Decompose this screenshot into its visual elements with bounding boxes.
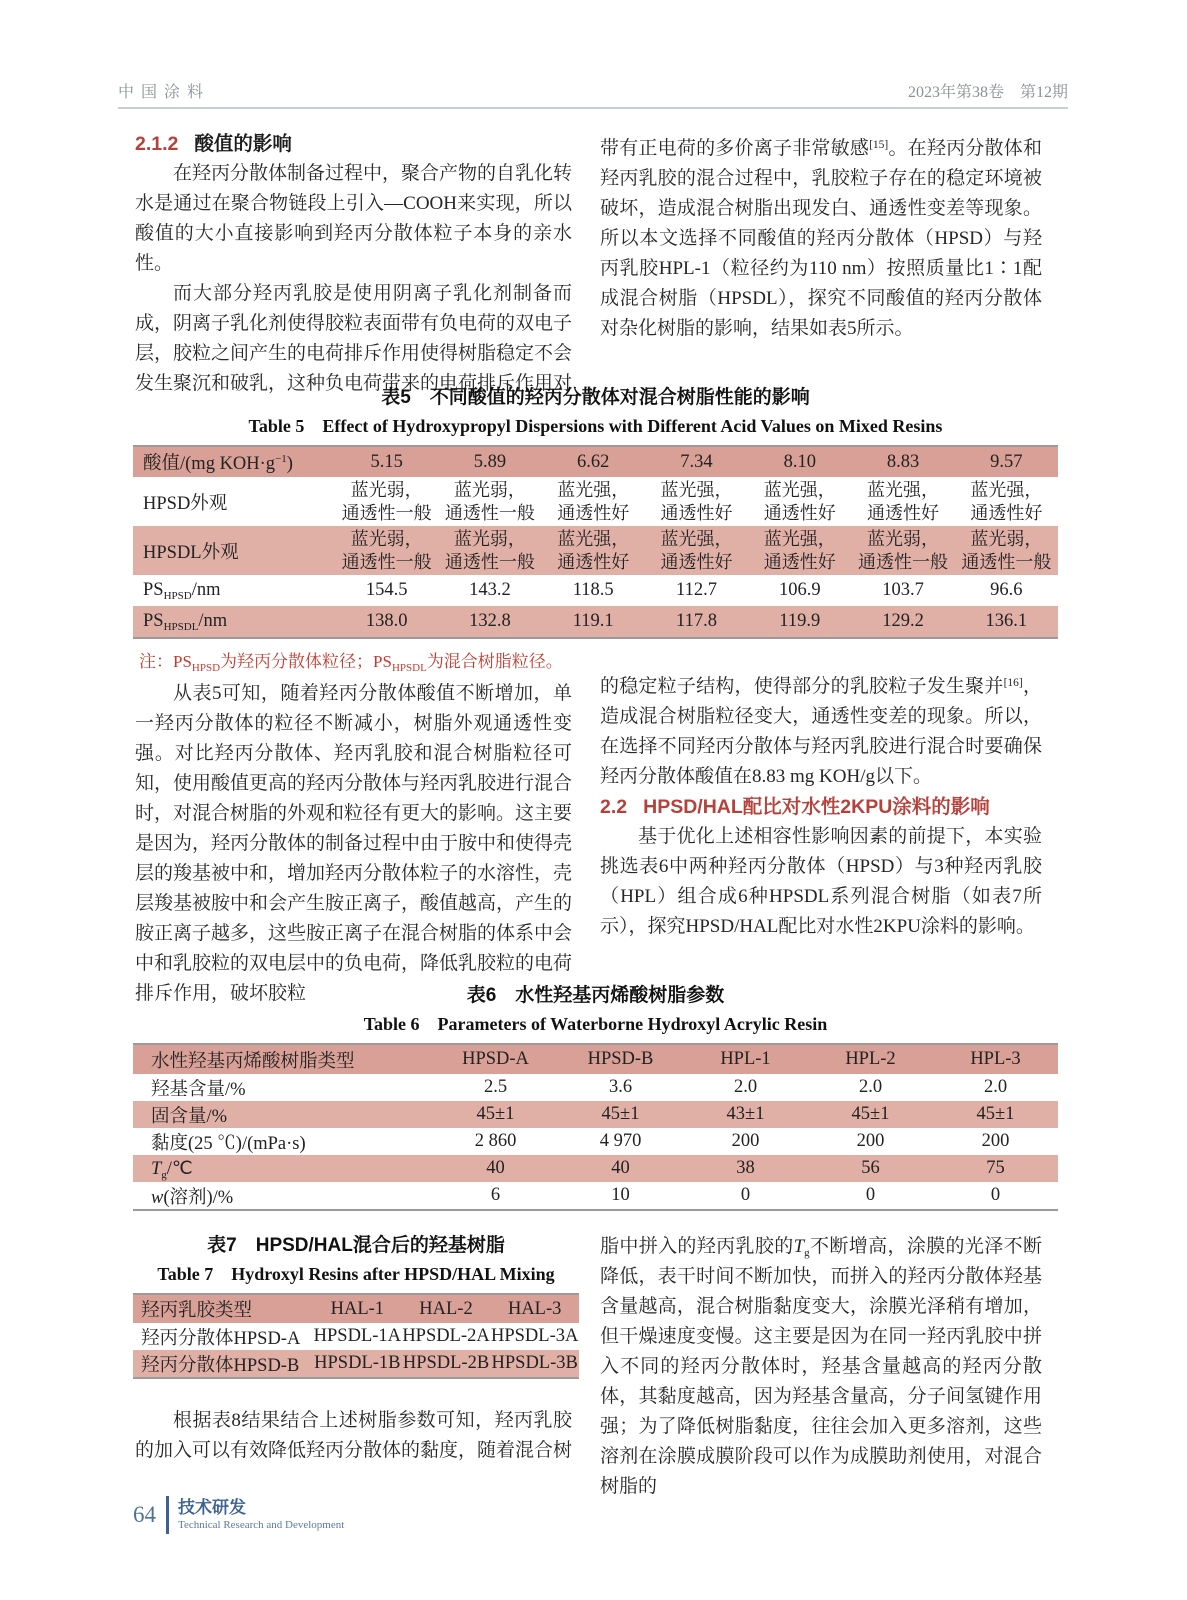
footer-section xyxy=(178,1498,344,1533)
table-cell: 蓝光强， 通透性好 xyxy=(660,479,733,523)
table-cell: 200 xyxy=(856,1131,885,1151)
table-cell: 5.15 xyxy=(370,451,403,472)
table5-note: 注：$PS_{HPSD}$为羟丙分散体粒径；$PS_{HPSDL}$为混合树脂粒径。 xyxy=(139,652,563,674)
right-column-block-3 xyxy=(600,1232,1042,1502)
table-cell: 132.8 xyxy=(469,611,511,631)
row-label: $PS_{HPSD}/nm$ xyxy=(143,580,221,602)
table-cell: HPSDL-3B xyxy=(491,1353,578,1373)
journal-title: 中国涂料 xyxy=(118,84,211,101)
table-row xyxy=(133,1128,1058,1155)
row-label: w(溶剂)/% xyxy=(151,1187,234,1208)
right-column-block-2 xyxy=(600,672,1042,942)
table-cell: 7.34 xyxy=(680,451,713,472)
paragraph: 脂中拼入的羟丙乳胶的$T_g$不断增高，涂膜的光泽不断降低，表干时间不断加快，而拼入的羟丙分散体羟基含量越高，混合树脂黏度变大，涂膜光泽稍有增加，但干燥速度变慢。这主要是因为在同一羟丙乳胶中拼入不同的羟丙分散体时，羟基含量越高的羟丙分散体，其黏度越高，因为羟基含量高，分子间氢键作用强；为了降低树脂黏度，往往会加入更多溶剂，这些溶剂在涂膜成膜阶段可以作为成膜助剂使用，对混合树脂的 xyxy=(600,1236,1042,1497)
left-column-block-2 xyxy=(135,679,572,1009)
page-number: 64 xyxy=(133,1502,156,1527)
table7-title-cn: 表7 HPSD/HAL混合后的羟基树脂 xyxy=(207,1235,505,1256)
footer-divider-bar xyxy=(166,1496,169,1534)
table-cell: 蓝光强， 通透性好 xyxy=(867,479,940,523)
citation-ref-16: [16] xyxy=(1003,677,1023,689)
row-label: 酸值/(mg $KOH\cdot g^{-1}$) xyxy=(143,453,293,474)
row-label: 固含量/% xyxy=(151,1106,228,1127)
left-column-block-1 xyxy=(135,129,572,399)
section-title: HPSD/HAL配比对水性2KPU涂料的影响 xyxy=(643,796,990,818)
section-title: 酸值的影响 xyxy=(194,133,292,155)
table-cell: 蓝光强， 通透性好 xyxy=(557,479,630,523)
table-cell: 6 xyxy=(490,1185,501,1205)
table-cell: 蓝光强， 通透性好 xyxy=(660,528,733,572)
row-label: HPSDL外观 xyxy=(143,542,239,563)
column-header: HAL-1 xyxy=(330,1298,385,1319)
table6 xyxy=(133,1043,1058,1211)
paragraph: 在羟丙分散体制备过程中，聚合产物的自乳化转水是通过在聚合物链段上引入—COOH来实现，所以酸值的大小直接影响到羟丙分散体粒子本身的亲水性。 xyxy=(135,163,573,274)
table-cell: 138.0 xyxy=(365,611,408,631)
table-cell: 2.0 xyxy=(858,1077,883,1097)
page-header xyxy=(118,70,1068,109)
citation-ref-15: [15] xyxy=(869,139,889,151)
table-cell: 8.83 xyxy=(886,451,920,472)
tg-symbol: T xyxy=(793,1236,805,1257)
table-row xyxy=(133,526,1058,575)
table-row xyxy=(133,1295,579,1323)
table-row xyxy=(133,1182,1058,1209)
table-cell: 38 xyxy=(736,1158,755,1178)
table-cell: 43±1 xyxy=(726,1104,765,1124)
table6-title-cn: 表6 水性羟基丙烯酸树脂参数 xyxy=(466,985,725,1006)
left-column-block-3 xyxy=(135,1406,572,1466)
paragraph: 从表5可知，随着羟丙分散体酸值不断增加，单一羟丙分散体的粒径不断减小，树脂外观通透性变强。对比羟丙分散体、羟丙乳胶和混合树脂粒径可知，使用酸值更高的羟丙分散体与羟丙乳胶进行混合时，对混合树脂的外观和粒径有更大的影响。这主要是因为，羟丙分散体的制备过程中由于胺中和使得壳层的羧基被中和，增加羟丙分散体粒子的水溶性，壳层羧基被胺中和会产生胺正离子，酸值越高，产生的胺正离子越多，这些胺正离子在混合树脂的体系中会中和乳胶粒的双电层中的负电荷，降低乳胶粒的电荷排斥作用，破坏胶粒 xyxy=(135,683,573,1004)
table5 xyxy=(133,445,1058,639)
table-cell: 45±1 xyxy=(476,1104,515,1124)
table-cell: 45±1 xyxy=(851,1104,890,1124)
table-cell: 119.1 xyxy=(572,611,614,631)
table-cell: 5.89 xyxy=(473,451,507,472)
table-cell: 蓝光强， 通透性好 xyxy=(970,479,1043,523)
table-cell: HPSDL-1A xyxy=(313,1326,402,1346)
table-cell: 6.62 xyxy=(577,451,610,472)
column-header: HPL-1 xyxy=(720,1049,771,1069)
table-cell: HPSDL-2A xyxy=(402,1326,490,1346)
table-row xyxy=(133,1074,1058,1101)
table-cell: 112.7 xyxy=(676,580,717,600)
table7 xyxy=(133,1293,579,1379)
column-header: HPL-3 xyxy=(970,1049,1021,1069)
paragraph: 而大部分羟丙乳胶是使用阴离子乳化剂制备而成，阴离子乳化剂使得胶粒表面带有负电荷的双电子层，胶粒之间产生的电荷排斥作用使得树脂稳定不会发生聚沉和破乳，这种负电荷带来的电荷排斥作用对 xyxy=(135,283,573,394)
table-cell: 136.1 xyxy=(985,611,1028,631)
table-cell: 96.6 xyxy=(990,580,1023,600)
column-header: HPL-2 xyxy=(845,1049,896,1069)
table-cell: 0 xyxy=(740,1185,751,1205)
column-header: HAL-3 xyxy=(507,1298,562,1319)
row-label: 羟基含量/% xyxy=(151,1079,246,1100)
table-cell: 106.9 xyxy=(778,580,821,600)
column-header: HPSD-B xyxy=(587,1049,654,1069)
column-header: 水性羟基丙烯酸树脂类型 xyxy=(151,1051,355,1072)
section-number: 2.1.2 xyxy=(135,133,179,155)
table5-title-cn: 表5 不同酸值的羟丙分散体对混合树脂性能的影响 xyxy=(381,387,810,408)
right-column-block-1 xyxy=(600,134,1042,344)
table-cell: 3.6 xyxy=(608,1077,633,1097)
table-cell: 2 860 xyxy=(474,1131,517,1151)
row-label: $PS_{HPSDL}/nm$ xyxy=(143,611,228,633)
row-label: 羟丙分散体HPSD-A xyxy=(141,1328,301,1349)
table-cell: HPSDL-3A xyxy=(490,1326,579,1346)
table-cell: 蓝光弱， 通透性一般 xyxy=(444,528,535,572)
section-heading-2-1-2 xyxy=(135,129,572,159)
table-cell: 蓝光弱， 通透性一般 xyxy=(341,479,432,523)
table7-container xyxy=(133,1234,579,1379)
table-cell: 45±1 xyxy=(976,1104,1015,1124)
table-cell: 蓝光弱， 通透性一般 xyxy=(858,528,949,572)
paragraph: 基于优化上述相容性影响因素的前提下，本实验挑选表6中两种羟丙分散体（HPSD）与3种羟丙乳胶（HPL）组合成6种HPSDL系列混合树脂（如表7所示），探究HPSD/HAL配比对水性2KPU涂料的影响。 xyxy=(600,826,1042,937)
table-cell: 2.5 xyxy=(483,1077,508,1097)
section-number: 2.2 xyxy=(600,796,628,818)
table-cell: 200 xyxy=(981,1131,1010,1151)
table-cell: 9.57 xyxy=(990,451,1023,472)
table-cell: 40 xyxy=(611,1158,630,1178)
table7-title-en: Table 7 Hydroxyl Resins after HPSD/HAL Mixing xyxy=(157,1264,555,1284)
table-cell: 40 xyxy=(486,1158,505,1178)
table-cell: 0 xyxy=(865,1185,876,1205)
table-cell: 0 xyxy=(990,1185,1001,1205)
table-cell: 143.2 xyxy=(469,580,511,600)
table-cell: HPSDL-2B xyxy=(402,1353,490,1373)
table5-container xyxy=(133,386,1058,672)
table-cell: 10 xyxy=(611,1185,630,1205)
row-label: 黏度(25 ℃)/(mPa·s) xyxy=(151,1133,306,1154)
page-footer xyxy=(133,1496,344,1534)
table-cell: 200 xyxy=(731,1131,760,1151)
row-label: $T_g/℃$ xyxy=(151,1158,193,1181)
table-row xyxy=(133,1045,1058,1074)
paragraph: 的稳定粒子结构，使得部分的乳胶粒子发生聚并[16]，造成混合树脂粒径变大，通透性变差的现象。所以，在选择不同羟丙分散体与羟丙乳胶进行混合时要确保羟丙分散体酸值在8.83 mg KOH/g以下。 xyxy=(600,676,1042,787)
table-row xyxy=(133,575,1058,606)
column-header: HAL-2 xyxy=(419,1298,473,1319)
table-cell: 蓝光强， 通透性好 xyxy=(557,528,630,572)
table-cell: 119.9 xyxy=(779,611,821,631)
table-cell: 117.8 xyxy=(676,611,717,631)
table-row xyxy=(133,1323,579,1350)
table-cell: 103.7 xyxy=(882,580,924,600)
row-label: HPSD外观 xyxy=(143,493,228,514)
footer-section-en: Technical Research and Development xyxy=(178,1518,345,1531)
footer-section-cn: 技术研发 xyxy=(178,1497,246,1517)
column-header: HPSD-A xyxy=(462,1049,529,1069)
table-cell: 蓝光强， 通透性好 xyxy=(763,479,836,523)
table-cell: 蓝光弱， 通透性一般 xyxy=(444,479,535,523)
table5-title-en: Table 5 Effect of Hydroxypropyl Dispersions with Different Acid Values on Mixed Resins xyxy=(248,416,943,436)
table-cell: 2.0 xyxy=(983,1077,1008,1097)
paragraph: 根据表8结果结合上述树脂参数可知，羟丙乳胶的加入可以有效降低羟丙分散体的黏度，随着混合树 xyxy=(135,1410,573,1461)
paragraph: 带有正电荷的多价离子非常敏感[15]。在羟丙分散体和羟丙乳胶的混合过程中，乳胶粒子存在的稳定环境被破坏，造成混合树脂出现发白、通透性变差等现象。所以本文选择不同酸值的羟丙分散体（HPSD）与羟丙乳胶HPL-1（粒径约为110 nm）按照质量比1∶1配成混合树脂（HPSDL），探究不同酸值的羟丙分散体对杂化树脂的影响，结果如表5所示。 xyxy=(600,138,1042,339)
table-cell: 8.10 xyxy=(783,451,816,472)
table-cell: 4 970 xyxy=(599,1131,642,1151)
issue-info: 2023年第38卷 第12期 xyxy=(907,84,1068,101)
row-label: 羟丙分散体HPSD-B xyxy=(141,1355,300,1376)
table-cell: 蓝光弱， 通透性一般 xyxy=(341,528,432,572)
table-cell: 蓝光强， 通透性好 xyxy=(763,528,836,572)
table-cell: HPSDL-1B xyxy=(314,1353,401,1373)
table-cell: 75 xyxy=(986,1158,1005,1178)
table6-title-en: Table 6 Parameters of Waterborne Hydroxyl Acrylic Resin xyxy=(363,1014,828,1034)
table-cell: 118.5 xyxy=(572,580,614,600)
table6-container xyxy=(133,984,1058,1211)
section-heading-2-2 xyxy=(600,792,1042,822)
table-cell: 45±1 xyxy=(601,1104,640,1124)
table-row xyxy=(133,1350,579,1377)
column-header: 羟丙乳胶类型 xyxy=(141,1301,253,1321)
table-row xyxy=(133,1101,1058,1128)
table-cell: 56 xyxy=(861,1158,880,1178)
table-row xyxy=(133,606,1058,637)
table-row xyxy=(133,447,1058,477)
table-cell: 蓝光弱， 通透性一般 xyxy=(961,528,1052,572)
table-row xyxy=(133,1155,1058,1182)
table-cell: 2.0 xyxy=(733,1077,758,1097)
table-cell: 129.2 xyxy=(882,611,924,631)
table-row xyxy=(133,477,1058,526)
table-cell: 154.5 xyxy=(365,580,408,600)
